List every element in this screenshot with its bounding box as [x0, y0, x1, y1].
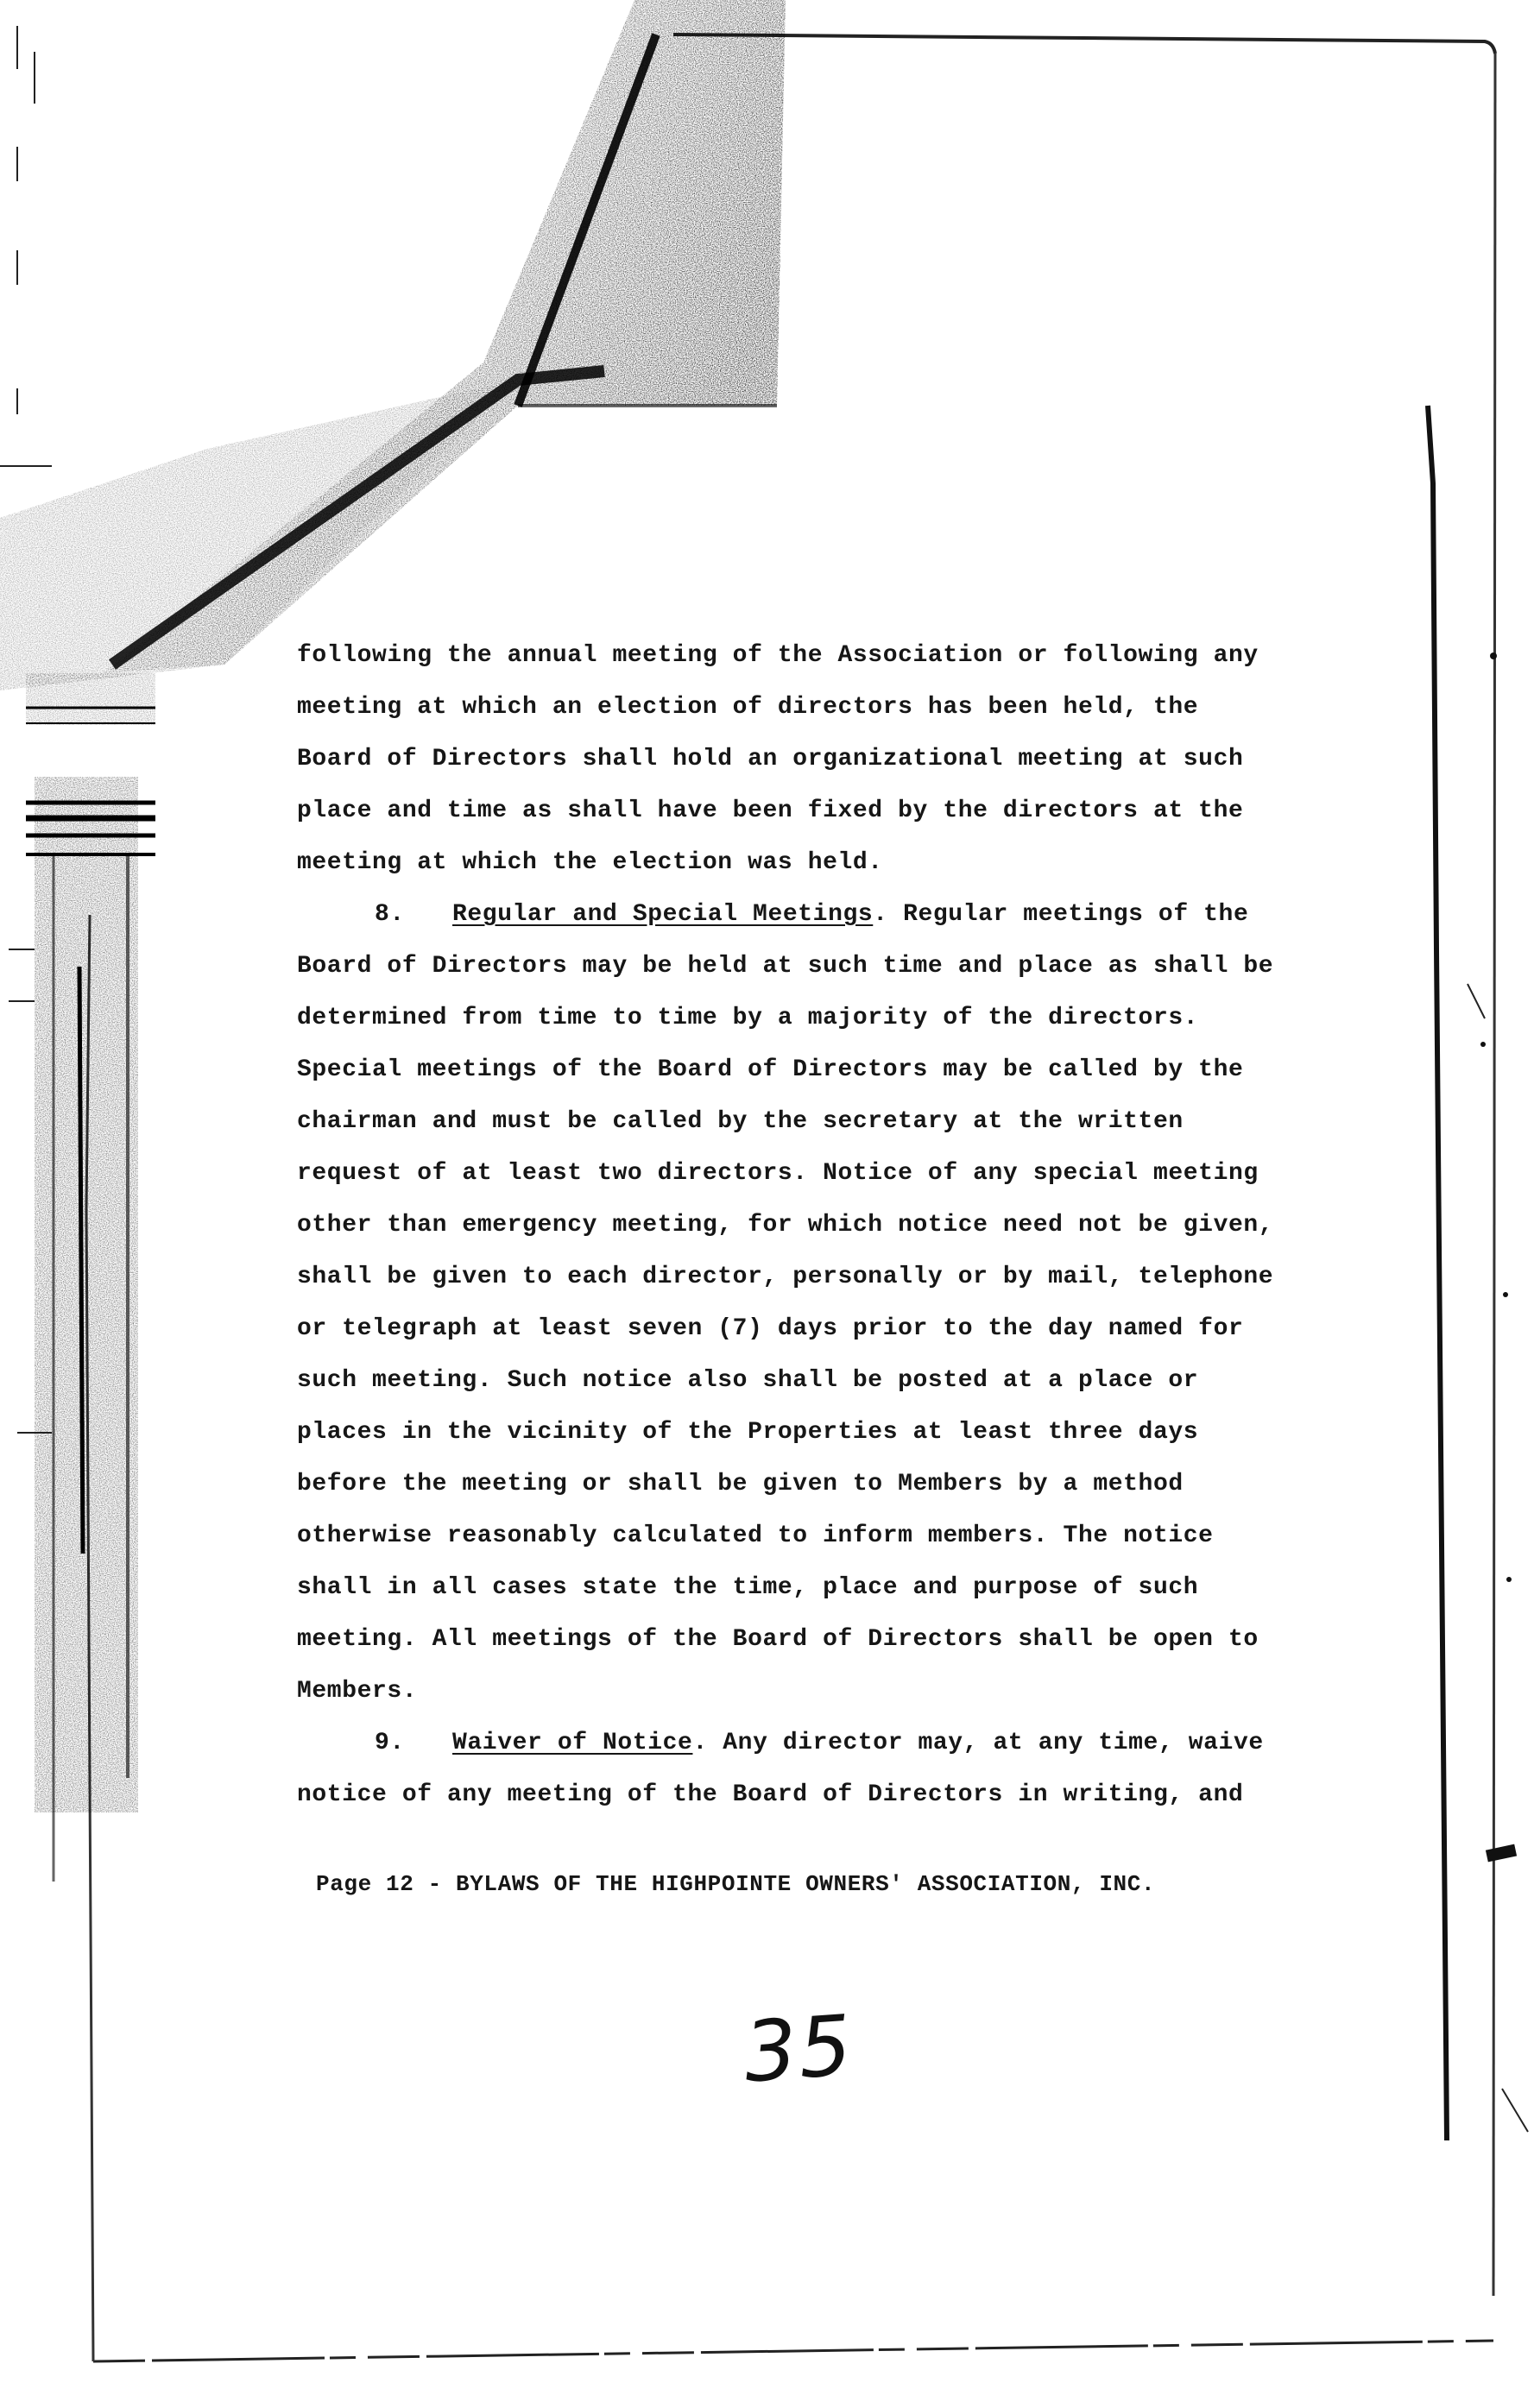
page-border-top — [673, 35, 1495, 54]
page-footer: Page 12 - BYLAWS OF THE HIGHPOINTE OWNERS' ASSOCIATION, INC. — [316, 1871, 1156, 1897]
text-line: otherwise reasonably calculated to inform members. The notice — [297, 1522, 1214, 1549]
section-9-first-line — [297, 1718, 1307, 1769]
text-line: meeting at which the election was held. — [297, 849, 883, 876]
right-edge-specks — [1480, 652, 1517, 1862]
text-line: chairman and must be called by the secretary at the written — [297, 1108, 1184, 1135]
section-8-first-line-text: . Regular meetings of the — [873, 901, 1249, 928]
text-line: Board of Directors shall hold an organizational meeting at such — [297, 746, 1244, 772]
text-line: places in the vicinity of the Properties at least three days — [297, 1419, 1199, 1446]
handwritten-page-number: 35 — [741, 1996, 856, 2102]
page-border-inner-right — [1428, 406, 1447, 2140]
text-line: meeting at which an election of directors has been held, the — [297, 694, 1199, 721]
section-9-first-line-text: . Any director may, at any time, waive — [692, 1730, 1264, 1756]
section-9-heading: Waiver of Notice — [452, 1730, 693, 1756]
folded-corner-shadow — [0, 0, 786, 690]
text-line: such meeting. Such notice also shall be posted at a place or — [297, 1367, 1199, 1394]
text-line: request of at least two directors. Notice of any special meeting — [297, 1160, 1259, 1187]
text-line: shall be given to each director, personally or by mail, telephone — [297, 1264, 1274, 1290]
text-line: meeting. All meetings of the Board of Directors shall be open to — [297, 1626, 1259, 1653]
bylaws-body — [297, 630, 1307, 1821]
text-line: following the annual meeting of the Association or following any — [297, 642, 1259, 669]
text-line: place and time as shall have been fixed by the directors at the — [297, 797, 1244, 824]
text-line: shall in all cases state the time, place and purpose of such — [297, 1574, 1199, 1601]
text-line: or telegraph at least seven (7) days prior to the day named for — [297, 1315, 1244, 1342]
section-8-number: 8. — [375, 901, 405, 928]
text-line: Special meetings of the Board of Directors may be called by the — [297, 1056, 1244, 1083]
binding-strip — [26, 673, 155, 1812]
page-border-right — [1493, 54, 1495, 2296]
text-line: determined from time to time by a majority of the directors. — [297, 1005, 1199, 1031]
text-line: Members. — [297, 1678, 418, 1705]
page-border-bottom — [93, 2341, 1493, 2361]
text-line: before the meeting or shall be given to Members by a method — [297, 1471, 1184, 1497]
text-line: other than emergency meeting, for which notice need not be given, — [297, 1212, 1274, 1239]
section-8-first-line — [297, 889, 1307, 941]
section-8-heading: Regular and Special Meetings — [452, 901, 874, 928]
section-9-number: 9. — [375, 1730, 405, 1756]
text-line: Board of Directors may be held at such time and place as shall be — [297, 953, 1274, 980]
text-line: notice of any meeting of the Board of Directors in writing, and — [297, 1781, 1244, 1808]
